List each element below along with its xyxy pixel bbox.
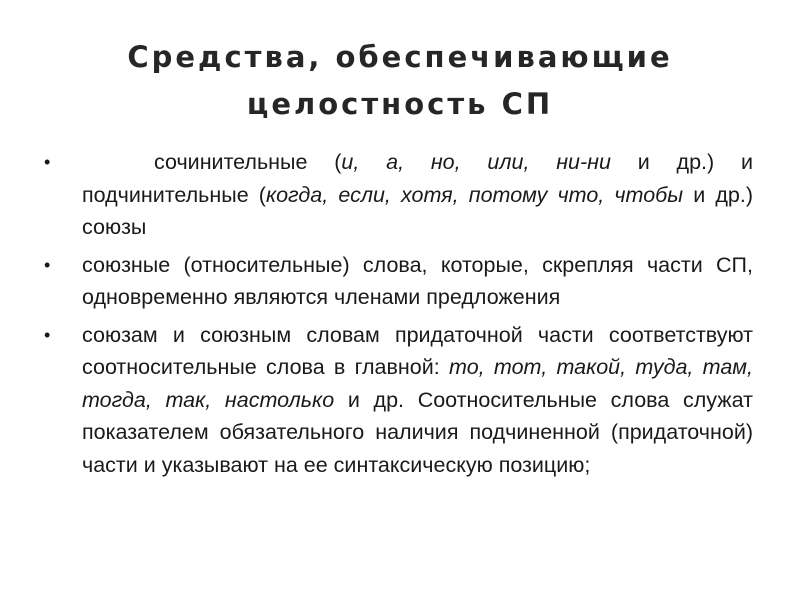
slide-title: [60, 34, 740, 128]
text-run: и др. Соотносительные слова служат показателем обязательного наличия подчиненной (придаточной) части и указывают на ее синтаксическую позицию;: [82, 387, 753, 477]
bullet-list: [44, 146, 753, 486]
italic-run: когда, если, хотя, потому что, чтобы: [265, 182, 684, 207]
title-line-2: целостность СП: [246, 87, 554, 121]
bullet-text: [82, 253, 753, 310]
bullet-marker-icon: •: [44, 152, 51, 172]
text-run: и др.) союзы: [82, 182, 754, 239]
bullet-text: [82, 323, 753, 477]
bullet-marker-icon: •: [44, 324, 51, 345]
bullet-item: [44, 146, 753, 244]
title-line-1: Средства, обеспечивающие: [127, 40, 673, 74]
bullet-item: [44, 249, 753, 314]
bullet-marker-icon: •: [44, 254, 51, 275]
italic-run: и, а, но, или, ни-ни: [341, 150, 611, 174]
bullet-text: [82, 146, 753, 244]
bullet-item: [44, 319, 753, 482]
italic-run: то, тот, такой, туда, там, тогда, так, настолько: [82, 355, 754, 412]
text-run: союзам и союзным словам придаточной части соответствуют соотносительные слова в главной:: [82, 322, 753, 379]
text-run: и др.) и подчинительные (: [82, 150, 753, 207]
text-run: сочинительные (: [154, 150, 342, 174]
text-run: союзные (относительные) слова, которые, скрепляя части СП, одновременно являются членами предложения: [82, 252, 753, 309]
